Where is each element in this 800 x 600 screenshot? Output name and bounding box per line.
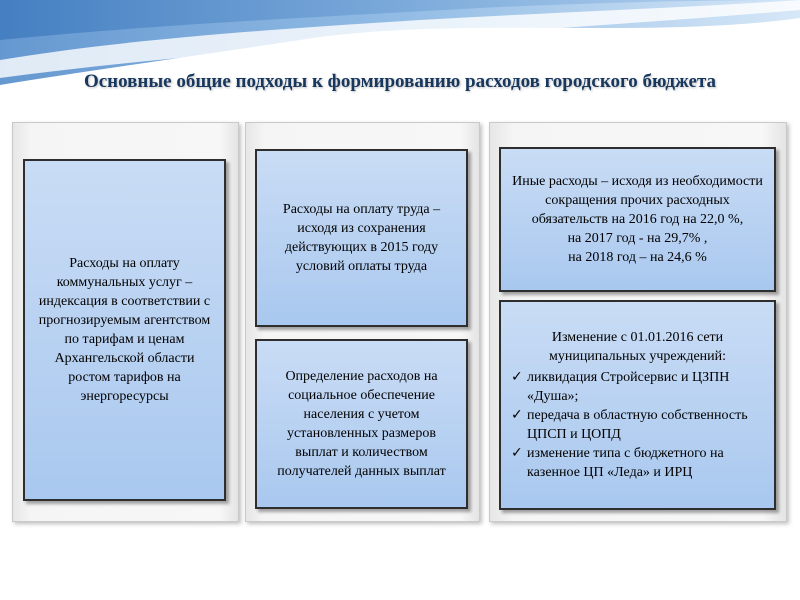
page-title: Основные общие подходы к формированию расходов городского бюджета [83,71,717,92]
other-expenses-line-2: на 2017 год - на 29,7% , [567,231,708,246]
column-panel-left [12,122,239,522]
box-social-text: Определение расходов на социальное обеспечение населения с учетом установленных размеров выплат и количеством получателей данных выплат [277,369,446,479]
list-item [511,406,764,444]
list-item-text: изменение типа с бюджетного на казенное ЦП «Леда» и ИРЦ [527,446,724,480]
other-expenses-line-3: на 2018 год – на 24,6 % [568,250,707,265]
network-changes-list [511,368,764,482]
box-network-changes [499,300,776,510]
check-icon: ✓ [511,445,523,461]
box-utilities [23,159,226,501]
box-salary-text: Расходы на оплату труда – исходя из сохранения действующих в 2015 году условий оплаты труда [282,202,441,274]
list-item [511,368,764,406]
box-utilities-text: Расходы на оплату коммунальных услуг – индексация в соответствии с прогнозируемым агентством по тарифам и ценам Архангельской области ростом тарифов на энергоресурсы [38,256,211,404]
box-social [255,339,468,509]
list-item-text: ликвидация Стройсервис и ЦЗПН «Душа»; [527,370,730,404]
other-expenses-line-1: Иные расходы – исходя из необходимости сокращения прочих расходных обязательств на 2016 год на 22,0 %, [512,174,763,227]
column-panel-middle [245,122,480,522]
box-other-expenses [499,147,776,292]
column-panel-right [489,122,787,522]
box-salary [255,149,468,327]
check-icon: ✓ [511,407,523,423]
list-item [511,444,764,482]
list-item-text: передача в областную собственность ЦПСП и ЦОПД [527,408,748,442]
check-icon: ✓ [511,369,523,385]
network-changes-lead: Изменение с 01.01.2016 сети муниципальных учреждений: [548,330,727,364]
